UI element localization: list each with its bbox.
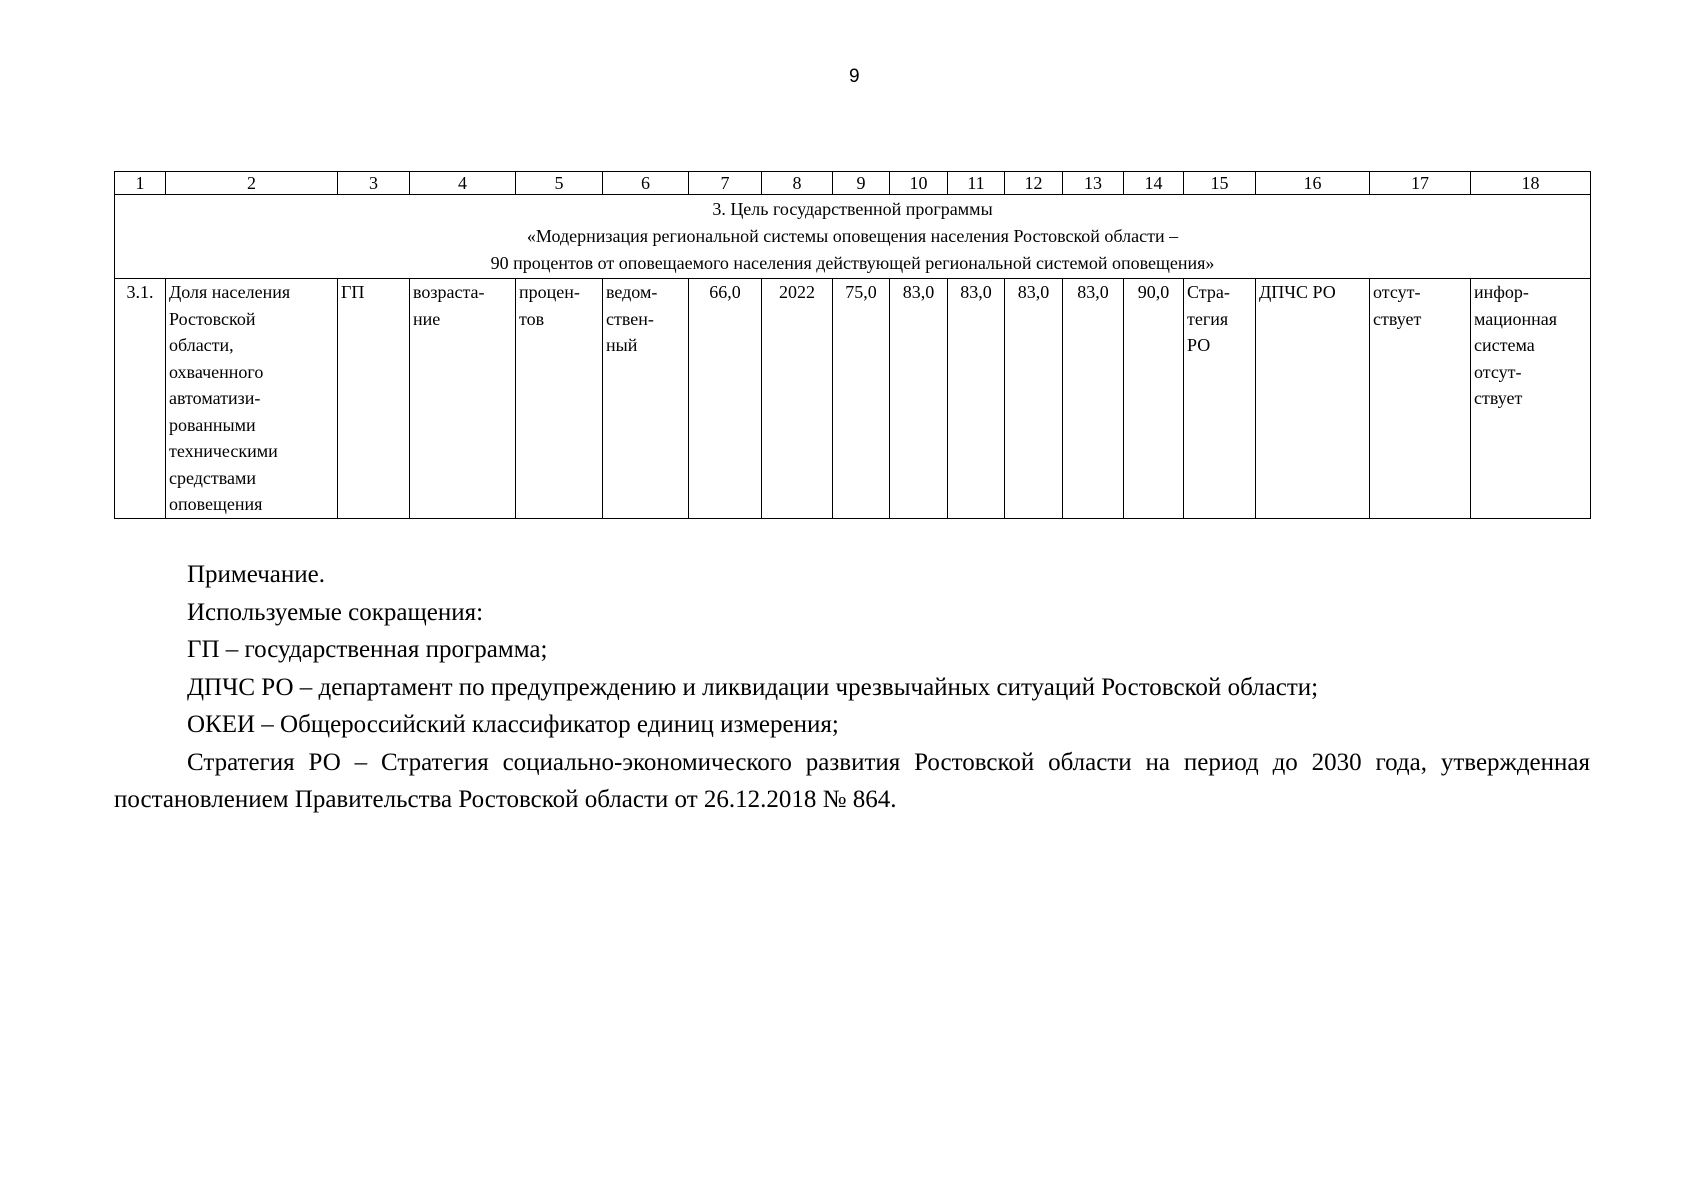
column-number: 6: [603, 172, 689, 195]
row-number: 3.1.: [115, 279, 166, 519]
indicators-table: [114, 171, 1591, 519]
value-cell: 83,0: [890, 279, 948, 519]
column-number: 8: [762, 172, 833, 195]
indicator-type: ведом- ствен- ный: [603, 279, 689, 519]
column-number: 4: [410, 172, 516, 195]
column-17-value: отсут- ствует: [1370, 279, 1471, 519]
goal-cell: [115, 195, 1591, 279]
column-number: 3: [338, 172, 410, 195]
page-number: 9: [849, 66, 860, 87]
information-system: инфор- мационная система отсут- ствует: [1471, 279, 1591, 519]
column-number: 15: [1184, 172, 1256, 195]
responsible-body: ДПЧС РО: [1256, 279, 1370, 519]
goal-title: 3. Цель государственной программы: [712, 199, 993, 219]
indicator-trend: возраста- ние: [410, 279, 516, 519]
column-number: 1: [115, 172, 166, 195]
indicator-name: Доля населения Ростовской области, охваченного автоматизи- рованными техническими средствами оповещения: [166, 279, 338, 519]
indicator-level: ГП: [338, 279, 410, 519]
column-number: 14: [1124, 172, 1184, 195]
note-okei: ОКЕИ – Общероссийский классификатор единиц измерения;: [187, 711, 839, 738]
base-value: 66,0: [689, 279, 762, 519]
column-number: 7: [689, 172, 762, 195]
value-cell: 83,0: [1063, 279, 1124, 519]
column-number: 13: [1063, 172, 1124, 195]
column-number: 18: [1471, 172, 1591, 195]
column-number: 5: [516, 172, 603, 195]
column-number: 10: [890, 172, 948, 195]
value-cell: 83,0: [948, 279, 1005, 519]
goal-text: 90 процентов от оповещаемого населения действующей региональной системой оповещения»: [490, 253, 1215, 273]
column-number-row: [115, 172, 1591, 195]
column-number: 11: [948, 172, 1005, 195]
notes-abbreviations-heading: Используемые сокращения:: [187, 598, 484, 626]
column-number: 16: [1256, 172, 1370, 195]
value-cell: 75,0: [833, 279, 890, 519]
notes-title: Примечание.: [187, 561, 326, 588]
column-number: 9: [833, 172, 890, 195]
value-cell: 83,0: [1005, 279, 1063, 519]
goal-text: «Модернизация региональной системы оповещения населения Ростовской области –: [526, 226, 1179, 246]
notes-section: [114, 556, 1590, 819]
value-cell: 90,0: [1124, 279, 1184, 519]
column-number: 12: [1005, 172, 1063, 195]
base-year: 2022: [762, 279, 833, 519]
note-strategy: Стратегия РО – Стратегия социально-экономического развития Ростовской области на период до 2030 года, утвержденная постановлением Правительства Ростовской области от 26.12.2018 № 864.: [114, 748, 1590, 813]
column-number: 17: [1370, 172, 1471, 195]
column-number: 2: [166, 172, 338, 195]
note-dpchs: ДПЧС РО – департамент по предупреждению и ликвидации чрезвычайных ситуаций Ростовской области;: [187, 673, 1319, 701]
table-row: [115, 279, 1591, 519]
source-document: Стра- тегия РО: [1184, 279, 1256, 519]
note-gp: ГП – государственная программа;: [187, 636, 548, 663]
indicator-unit: процен- тов: [516, 279, 603, 519]
goal-row: [115, 195, 1591, 279]
